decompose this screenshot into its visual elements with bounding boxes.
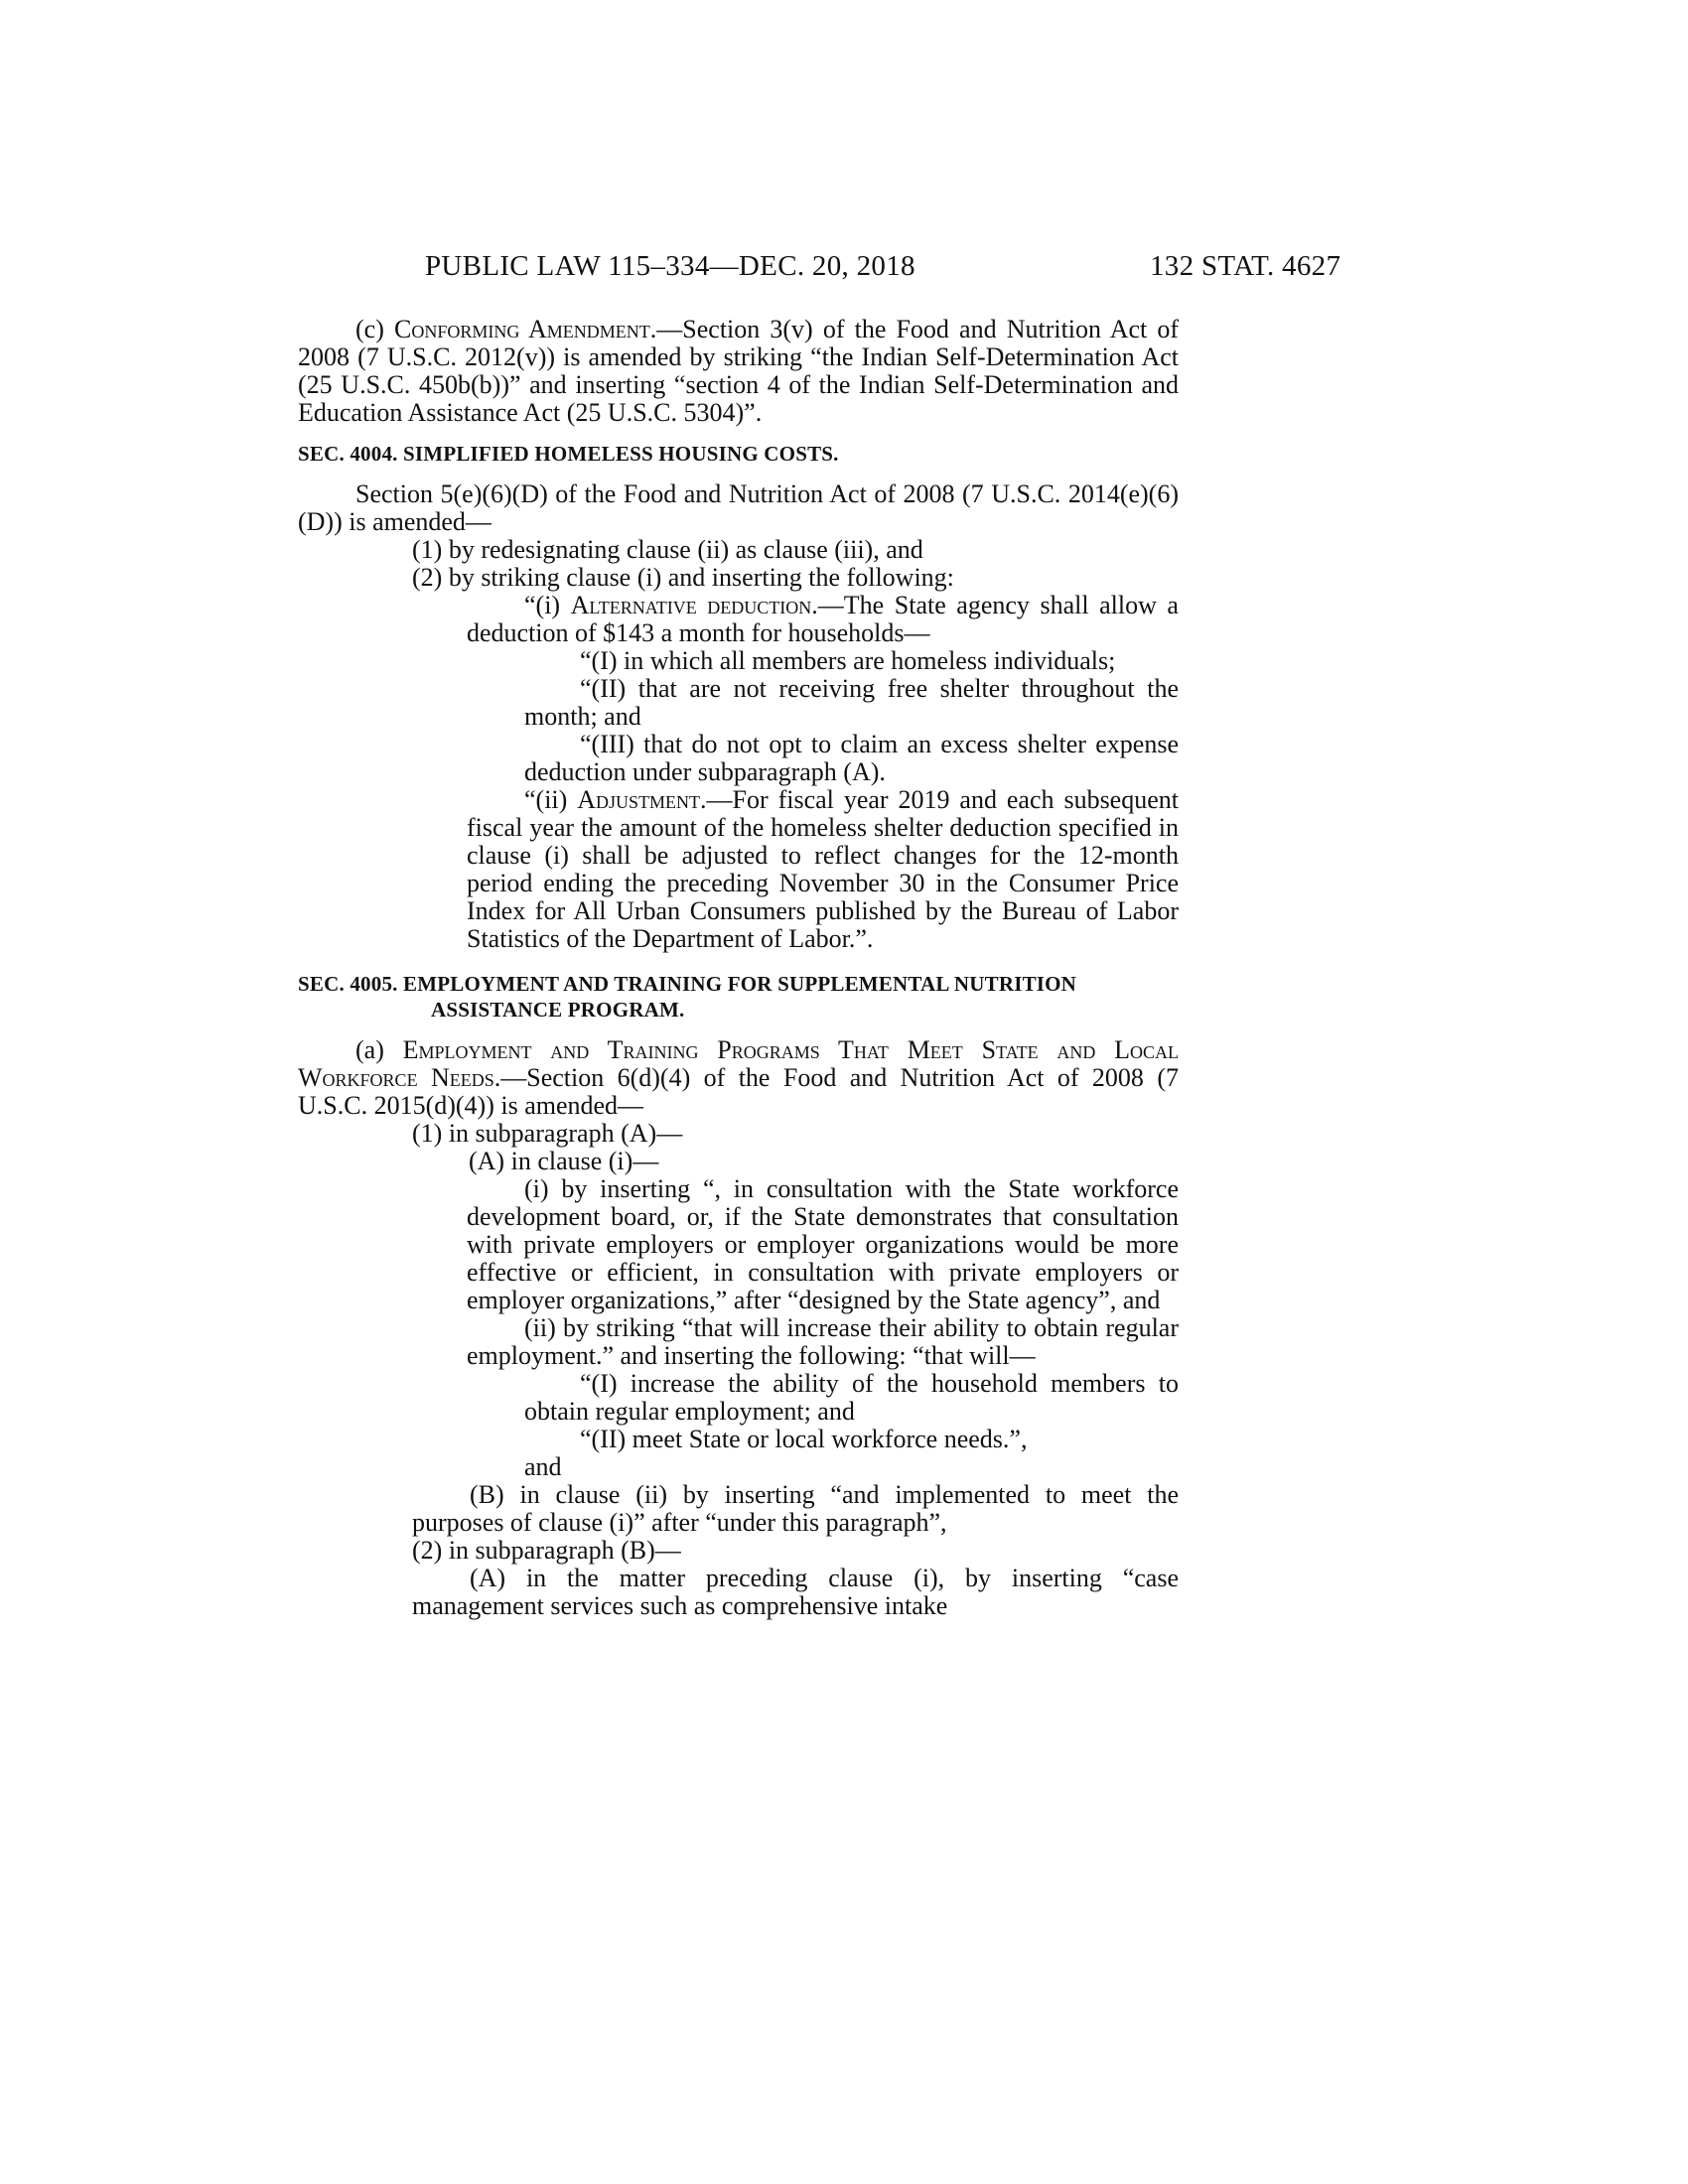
clause-heading: Alternative deduction [570,591,812,619]
paragraph-2: (2) in subparagraph (B)— [412,1536,681,1565]
clause-ii: (ii) by striking “that will increase their ability to obtain regular employment.” and inserting the following: “that will— [467,1313,1179,1370]
clause-text: .—The State agency shall allow a deduction of $143 a month for households— [467,591,1179,647]
subparagraph-A: (A) in clause (i)— [469,1147,659,1175]
paragraph-1: (1) in subparagraph (A)— [412,1119,683,1148]
document-body [298,316,1179,1620]
subsection-a-paragraph [298,1036,1179,1120]
subsection-text: .—Section 6(d)(4) of the Food and Nutrition Act of 2008 (7 U.S.C. 2015(d)(4)) is amended— [298,1063,1179,1120]
clause-ii-adjustment [298,786,1179,953]
subclause-III: “(III) that do not opt to claim an excess shelter expense deduction under subparagraph (A). [524,730,1179,786]
section-4004-heading: SEC. 4004. SIMPLIFIED HOMELESS HOUSING COSTS. [298,442,839,466]
subparagraph-B: (B) in clause (ii) by inserting “and implemented to meet the purposes of clause (i)” after “under this paragraph”, [412,1480,1179,1537]
section-4005-heading: SEC. 4005. EMPLOYMENT AND TRAINING FOR SUPPLEMENTAL NUTRITION ASSISTANCE PROGRAM. [298,972,1077,1022]
subsection-label: (c) [355,315,394,343]
subsection-heading: Conforming Amendment [393,315,650,343]
subparagraph-A: (A) in the matter preceding clause (i), by inserting “case management services such as comprehensive intake [412,1564,1179,1620]
clause-heading: Adjustment [577,785,701,814]
subclause-I: “(I) increase the ability of the household members to obtain regular employment; and [524,1369,1179,1426]
subclause-II: “(II) that are not receiving free shelter throughout the month; and [524,674,1179,731]
subclause-and: and [524,1452,562,1481]
law-citation-header: PUBLIC LAW 115–334—DEC. 20, 2018 [425,250,915,282]
subsection-label: (a) [355,1035,403,1064]
clause-i-alternative-deduction [298,592,1179,647]
clause-label: “(ii) [524,785,578,814]
conforming-amendment-paragraph [298,316,1179,427]
statute-page-number: 132 STAT. 4627 [1150,250,1341,282]
subclause-I: “(I) in which all members are homeless individuals; [580,646,1116,675]
clause-text: .—For fiscal year 2019 and each subsequent fiscal year the amount of the homeless shelter deduction specified in clause (i) shall be adjusted to reflect changes for the 12-month period ending the preceding November 30 in the Consumer Price Index for All Urban Consumers published by the Bureau of Labor Statistics of the Department of Labor.”. [467,785,1179,953]
page-header [0,250,1688,290]
subsection-heading: Employment and Training Programs That Meet State and Local Workforce Needs [298,1035,1180,1092]
section-4004-intro: Section 5(e)(6)(D) of the Food and Nutrition Act of 2008 (7 U.S.C. 2014(e)(6)(D)) is amended— [298,479,1179,536]
clause-i: (i) by inserting “, in consultation with the State workforce development board, or, if the State demonstrates that consultation with private employers or employer organizations would be more effective or efficient, in consultation with private employers or employer organizations,” after “designed by the State agency”, and [467,1174,1179,1314]
subclause-II: “(II) meet State or local workforce needs.”, [580,1425,1028,1453]
clause-label: “(i) [524,591,571,619]
subsection-text: .—Section 3(v) of the Food and Nutrition Act of 2008 (7 U.S.C. 2012(v)) is amended by striking “the Indian Self-Determination Act (25 U.S.C. 450b(b))” and inserting “section 4 of the Indian Self-Determination and Education Assistance Act (25 U.S.C. 5304)”. [298,315,1180,427]
paragraph-2: (2) by striking clause (i) and inserting the following: [412,563,954,592]
paragraph-1: (1) by redesignating clause (ii) as clause (iii), and [412,535,923,564]
